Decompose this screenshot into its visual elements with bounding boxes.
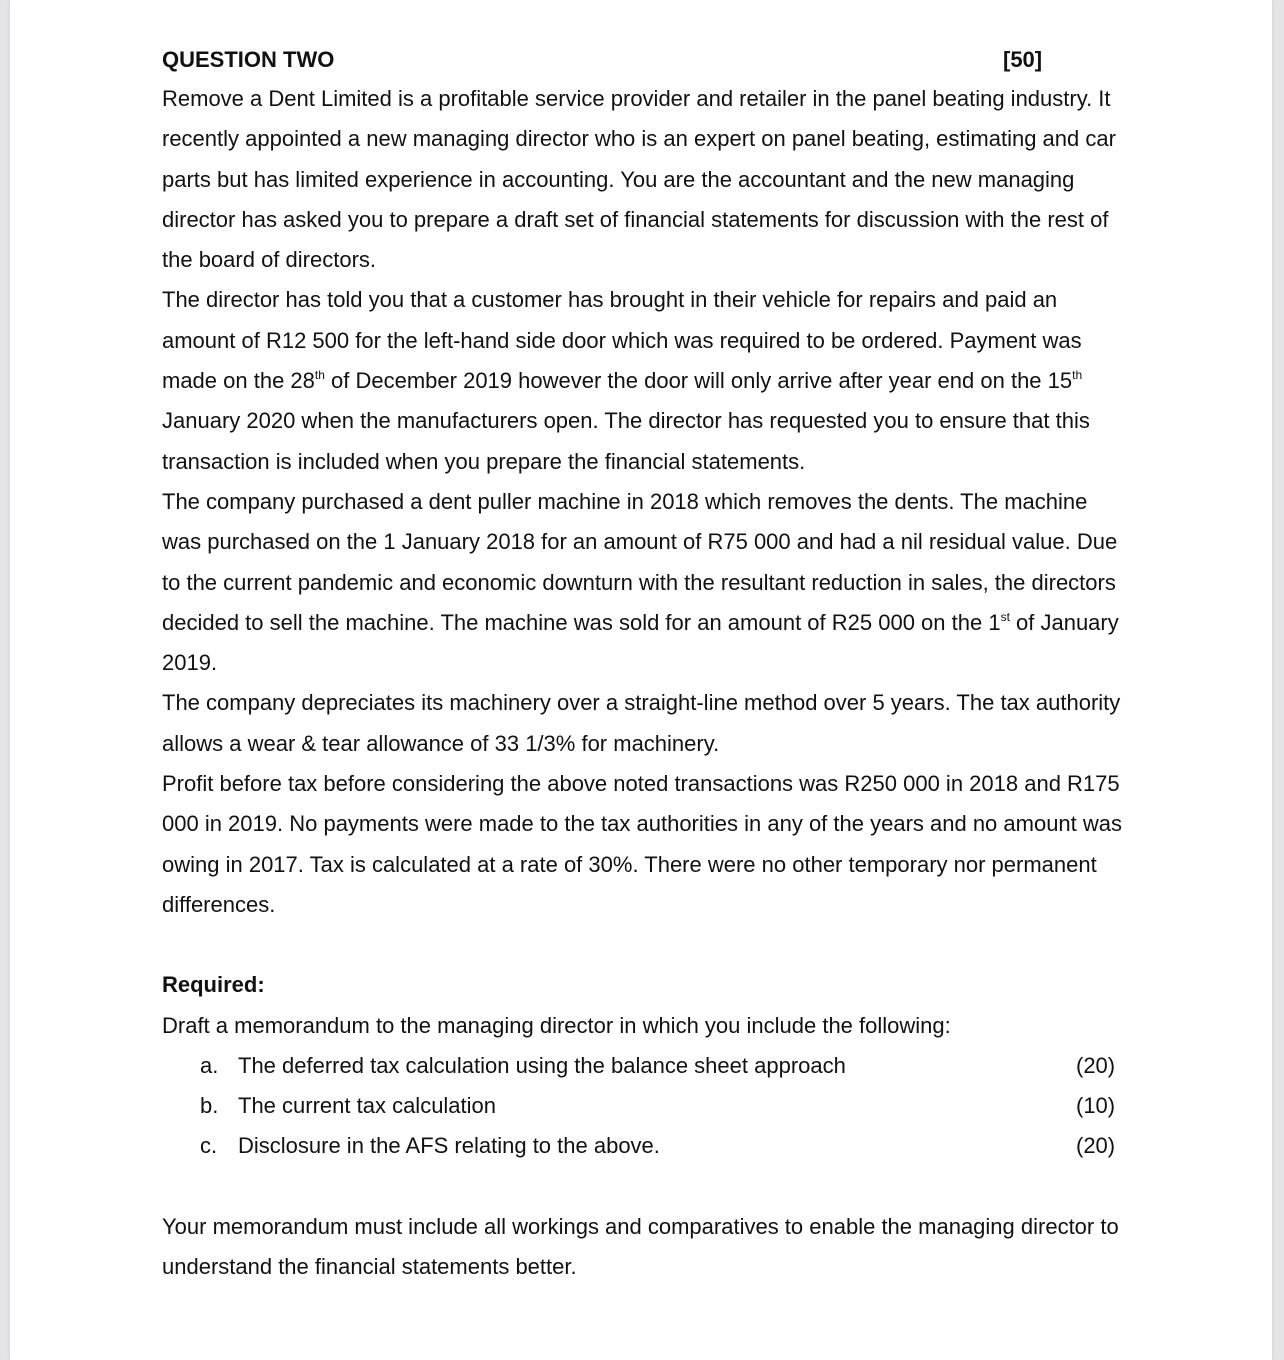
requirement-letter: a. [200,1052,219,1078]
required-intro: Draft a memorandum to the managing director in which you include the following: [162,1012,951,1038]
question-title: QUESTION TWO [162,47,335,72]
requirement-item [162,1086,1132,1126]
document-page [10,0,1272,1360]
requirement-text: Disclosure in the AFS relating to the above. [238,1133,660,1159]
requirement-letter: c. [200,1133,218,1159]
requirement-item [162,1046,1132,1086]
requirement-marks: (20) [1076,1133,1116,1159]
requirement-marks: (10) [1076,1093,1116,1119]
machine-paragraph: The company purchased a dent puller machine in 2018 which removes the dents. The machine was purchased on the 1 January 2018 for an amount of R75 000 and had a nil residual value. Due to the current pandemic and economic downturn with the resultant reduction in sales, the directors decided to sell the machine. The machine was sold for an amount of R25 000 on the 1st of January 2019. [162,488,1119,676]
requirement-marks: (20) [1076,1052,1116,1078]
closing-paragraph: Your memorandum must include all workings and comparatives to enable the managing director to understand the financial statements better. [162,1213,1119,1280]
question-content [162,41,1132,1287]
requirement-text: The deferred tax calculation using the balance sheet approach [238,1052,846,1078]
intro-paragraph: Remove a Dent Limited is a profitable service provider and retailer in the panel beating industry. It recently appointed a new managing director who is an expert on panel beating, estimating and car parts but has limited experience in accounting. You are the accountant and the new managing director has asked you to prepare a draft set of financial statements for discussion with the rest of the board of directors. [162,86,1116,273]
profit-paragraph: Profit before tax before considering the above noted transactions was R250 000 in 2018 and R175 000 in 2019. No payments were made to the tax authorities in any of the years and no amount was owing in 2017. Tax is calculated at a rate of 30%. There were no other temporary nor permanent differences. [162,771,1123,917]
ordinal-suffix: st [1000,609,1010,624]
requirement-item [162,1126,1132,1166]
customer-payment-paragraph: The director has told you that a customer has brought in their vehicle for repairs and paid an amount of R12 500 for the left-hand side door which was required to be ordered. Payment was made on the 28th of December 2019 however the door will only arrive after year end on the 15th January 2020 when the manufacturers open. The director has requested you to ensure that this transaction is included when you prepare the financial statements. [162,287,1090,474]
question-heading [162,41,1132,79]
ordinal-suffix: th [1072,368,1083,383]
requirement-letter: b. [200,1093,219,1119]
requirement-text: The current tax calculation [238,1093,497,1119]
ordinal-suffix: th [314,368,325,383]
required-heading: Required: [162,972,265,998]
requirements-list [162,1046,1132,1167]
question-total-marks: [50] [1003,47,1043,72]
depreciation-paragraph: The company depreciates its machinery over a straight-line method over 5 years. The tax authority allows a wear & tear allowance of 33 1/3% for machinery. [162,690,1121,756]
